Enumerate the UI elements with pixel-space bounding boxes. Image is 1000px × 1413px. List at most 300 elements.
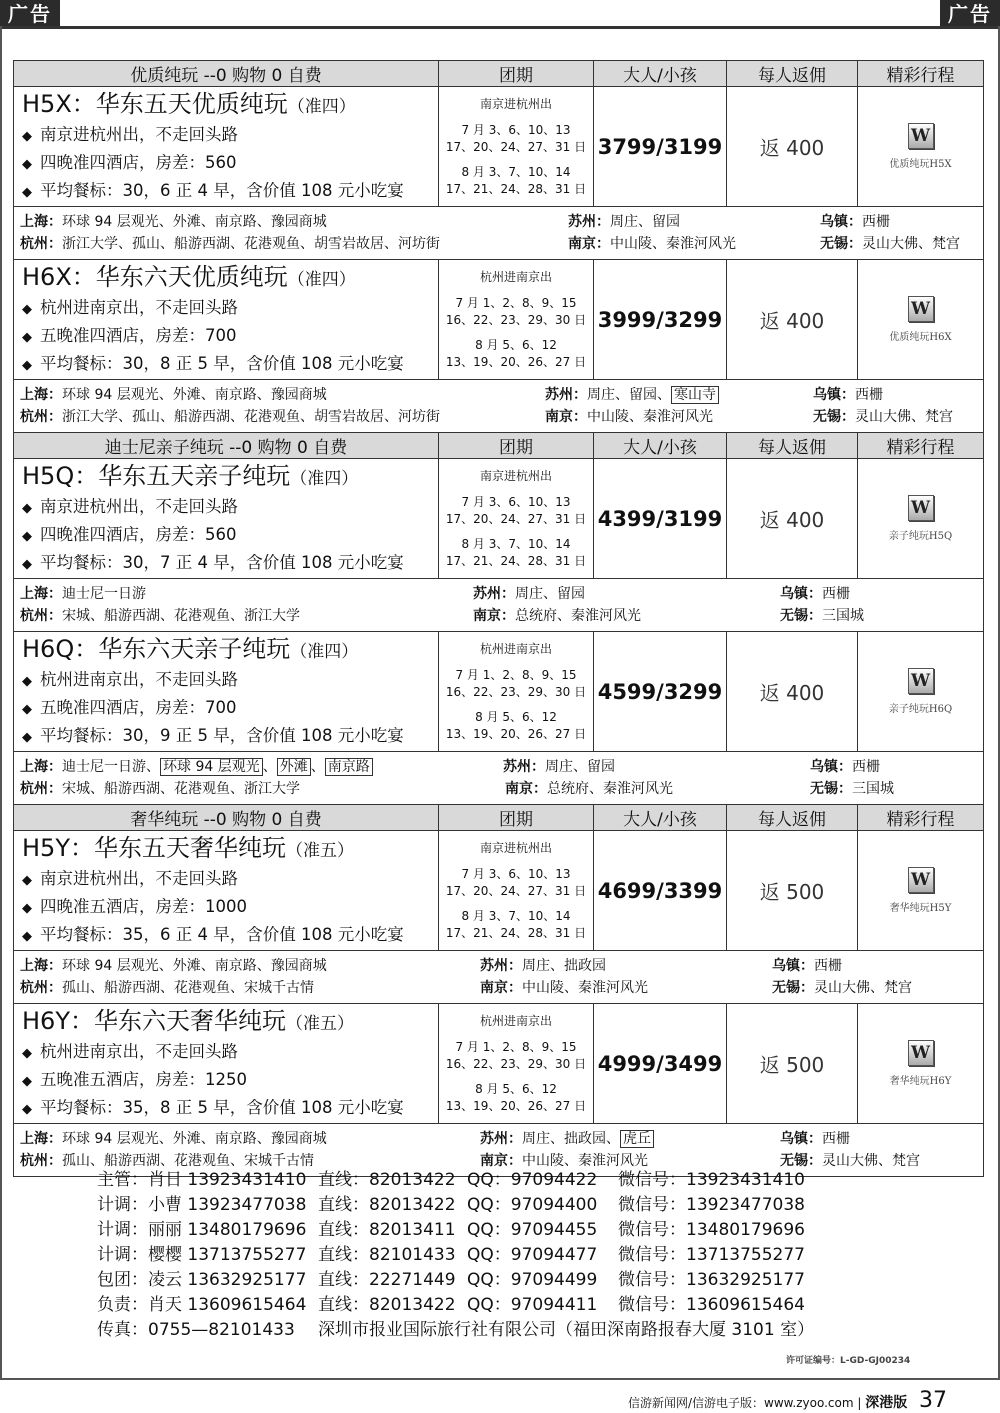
attraction-text: 总统府、秦淮河风光 xyxy=(515,608,641,624)
attraction-text: 周庄、拙政园 xyxy=(522,958,606,974)
july-dates xyxy=(439,122,593,156)
attraction-text: 宋城、船游西湖、花港观鱼、浙江大学 xyxy=(62,781,300,797)
attraction-text: 西栅 xyxy=(822,1131,850,1147)
word-document-icon[interactable]: W xyxy=(908,867,934,893)
city-name: 南京 xyxy=(545,409,573,425)
city-name: 乌镇 xyxy=(780,586,808,602)
city-name: 乌镇 xyxy=(810,759,838,775)
left-rule xyxy=(0,26,2,1380)
feature-text: 南京进杭州出，不走回头路 xyxy=(40,125,238,144)
package-title xyxy=(22,1006,430,1039)
august-dates xyxy=(439,1081,593,1115)
contact-wechat: 微信号：13923477038 xyxy=(618,1195,805,1215)
itinerary-file-label: 亲子纯玩H5Q xyxy=(888,531,953,542)
itinerary-link[interactable] xyxy=(858,632,984,752)
itinerary-link[interactable] xyxy=(858,1004,984,1124)
attractions-line xyxy=(20,384,977,406)
attractions-cell xyxy=(14,752,984,805)
contact-line: 直线：82013422 xyxy=(318,1170,456,1190)
city-name: 杭州 xyxy=(20,608,48,624)
city-colon: ： xyxy=(808,608,822,624)
feature-bullet xyxy=(22,866,430,894)
ad-label-right: 广告 xyxy=(940,0,1000,28)
city-name: 无锡 xyxy=(780,608,808,624)
date-line: 17、20、24、27、31 日 xyxy=(445,511,587,526)
contact-qq: QQ：97094477 xyxy=(467,1245,598,1265)
feature-bullet xyxy=(22,667,430,695)
city-name: 杭州 xyxy=(20,980,48,996)
route-direction: 南京进杭州出 xyxy=(479,840,552,855)
city-colon: ： xyxy=(48,1131,62,1147)
city-attractions xyxy=(505,778,673,800)
attraction-text: 孤山、船游西湖、花港观鱼、宋城千古情 xyxy=(62,1153,314,1169)
package-title xyxy=(22,461,430,494)
departure-dates xyxy=(439,831,594,951)
contact-line: 直线：82013422 xyxy=(318,1295,456,1315)
contact-role: 计调：小曹 13923477038 xyxy=(97,1195,307,1215)
city-colon: ： xyxy=(808,1131,822,1147)
city-colon: ： xyxy=(508,958,522,974)
bottom-rule xyxy=(0,1378,1000,1380)
package-summary xyxy=(14,260,439,380)
date-line: 17、20、24、27、31 日 xyxy=(445,883,587,898)
city-name: 南京 xyxy=(473,608,501,624)
contact-row xyxy=(97,1168,897,1193)
attractions-line xyxy=(20,1128,977,1150)
column-header: 大人/小孩 xyxy=(594,805,727,831)
city-colon: ： xyxy=(533,781,547,797)
price-adult-child: 4599/3299 xyxy=(594,632,727,752)
city-attractions xyxy=(480,955,606,977)
contact-wechat: 微信号：13480179696 xyxy=(618,1220,805,1240)
highlighted-attraction: 环球 94 层观光 xyxy=(160,758,263,776)
attractions-line xyxy=(20,756,977,778)
city-colon: ： xyxy=(48,236,62,252)
august-dates xyxy=(439,164,593,198)
city-attractions xyxy=(20,211,327,233)
attractions-line xyxy=(20,955,977,977)
hotel-grade: （准四） xyxy=(287,270,356,290)
city-name: 苏州 xyxy=(568,214,596,230)
city-colon: ： xyxy=(848,214,862,230)
diamond-icon: ◆ xyxy=(22,1074,32,1089)
package-row xyxy=(14,1004,984,1124)
attraction-text: 灵山大佛、梵宫 xyxy=(814,980,912,996)
attraction-text: 中山陵、秦淮河风光 xyxy=(610,236,736,252)
contact-wechat: 微信号：13632925177 xyxy=(618,1270,805,1290)
section-header xyxy=(14,433,984,459)
itinerary-link[interactable] xyxy=(858,459,984,579)
city-name: 杭州 xyxy=(20,1153,48,1169)
diamond-icon: ◆ xyxy=(22,702,32,717)
diamond-icon: ◆ xyxy=(22,873,32,888)
attraction-text: 周庄、留园 xyxy=(515,586,585,602)
feature-text: 平均餐标：35，8 正 5 早，含价值 108 元小吃宴 xyxy=(40,1098,404,1117)
attraction-text: 三国城 xyxy=(822,608,864,624)
city-colon: ： xyxy=(808,1153,822,1169)
attraction-text: 中山陵、秦淮河风光 xyxy=(587,409,713,425)
city-colon: ： xyxy=(508,1153,522,1169)
itinerary-link[interactable] xyxy=(858,87,984,207)
attraction-text: 总统府、秦淮河风光 xyxy=(547,781,673,797)
fax-row xyxy=(97,1318,897,1343)
city-colon: ： xyxy=(838,781,852,797)
feature-bullet xyxy=(22,695,430,723)
route-direction: 南京进杭州出 xyxy=(479,96,552,111)
itinerary-link[interactable] xyxy=(858,831,984,951)
contact-row xyxy=(97,1218,897,1243)
feature-bullet xyxy=(22,723,430,751)
fax-number: 传真：0755—82101433 xyxy=(97,1320,295,1340)
contact-role: 计调：樱樱 13713755277 xyxy=(97,1245,307,1265)
diamond-icon: ◆ xyxy=(22,1046,32,1061)
date-line: 17、21、24、28、31 日 xyxy=(445,925,587,940)
contact-qq: QQ：97094400 xyxy=(467,1195,598,1215)
date-line: 16、22、23、29、30 日 xyxy=(445,312,587,327)
city-name: 无锡 xyxy=(813,409,841,425)
date-line: 8 月 3、7、10、14 xyxy=(461,908,571,923)
package-summary xyxy=(14,459,439,579)
contact-line: 直线：82013422 xyxy=(318,1195,456,1215)
attraction-text: 环球 94 层观光、外滩、南京路、豫园商城 xyxy=(62,387,327,403)
feature-bullet xyxy=(22,323,430,351)
attraction-text: 灵山大佛、梵宫 xyxy=(855,409,953,425)
highlighted-attraction: 寒山寺 xyxy=(671,386,719,404)
attraction-text: 环球 94 层观光、外滩、南京路、豫园商城 xyxy=(62,1131,327,1147)
date-line: 8 月 3、7、10、14 xyxy=(461,164,571,179)
license-number: 许可证编号：L-GD-GJ00234 xyxy=(786,1356,911,1366)
departure-dates xyxy=(439,632,594,752)
city-attractions xyxy=(568,233,736,255)
package-summary xyxy=(14,632,439,752)
package-code: H5Q：华东五天亲子纯玩 xyxy=(22,462,291,490)
date-line: 7 月 1、2、8、9、15 xyxy=(455,1039,577,1054)
attraction-text: 迪士尼一日游 xyxy=(62,586,146,602)
package-row xyxy=(14,831,984,951)
itinerary-file-label: 奢华纯玩H5Y xyxy=(889,903,952,914)
feature-text: 平均餐标：30，6 正 4 早，含价值 108 元小吃宴 xyxy=(40,181,404,200)
diamond-icon: ◆ xyxy=(22,529,32,544)
city-attractions xyxy=(20,406,440,428)
city-attractions xyxy=(545,384,719,406)
contact-role: 主管：肖日 13923431410 xyxy=(97,1170,307,1190)
attraction-text: 环球 94 层观光、外滩、南京路、豫园商城 xyxy=(62,214,327,230)
city-colon: ： xyxy=(48,781,62,797)
route-direction: 南京进杭州出 xyxy=(479,468,552,483)
price-adult-child: 4699/3399 xyxy=(594,831,727,951)
feature-bullet xyxy=(22,178,430,206)
attraction-text: 环球 94 层观光、外滩、南京路、豫园商城 xyxy=(62,958,327,974)
company-address: 深圳市报业国际旅行社有限公司（福田深南路报春大厦 3101 室） xyxy=(318,1320,815,1340)
word-document-icon[interactable]: W xyxy=(908,668,934,694)
word-document-icon[interactable]: W xyxy=(908,123,934,149)
contact-line: 直线：82101433 xyxy=(318,1245,456,1265)
date-line: 17、20、24、27、31 日 xyxy=(445,139,587,154)
itinerary-link[interactable] xyxy=(858,260,984,380)
date-line: 7 月 1、2、8、9、15 xyxy=(455,295,577,310)
ad-label-left: 广告 xyxy=(0,0,60,28)
route-direction: 杭州进南京出 xyxy=(479,641,552,656)
city-attractions xyxy=(772,977,912,999)
top-rule xyxy=(0,26,1000,29)
commission-rebate: 返 400 xyxy=(727,87,858,207)
city-colon: ： xyxy=(48,759,62,775)
package-title xyxy=(22,262,430,295)
city-attractions xyxy=(480,1128,654,1150)
separator: 、 xyxy=(262,759,277,775)
city-name: 乌镇 xyxy=(780,1131,808,1147)
package-summary xyxy=(14,1004,439,1124)
attraction-text: 宋城、船游西湖、花港观鱼、浙江大学 xyxy=(62,608,300,624)
city-name: 无锡 xyxy=(820,236,848,252)
date-line: 7 月 3、6、10、13 xyxy=(461,122,571,137)
attraction-text: 孤山、船游西湖、花港观鱼、宋城千古情 xyxy=(62,980,314,996)
price-adult-child: 4999/3499 xyxy=(594,1004,727,1124)
attraction-text: 周庄、留园、 xyxy=(587,387,671,403)
diamond-icon: ◆ xyxy=(22,730,32,745)
attraction-text: 迪士尼一日游、 xyxy=(62,759,160,775)
column-header: 每人返佣 xyxy=(727,805,858,831)
price-adult-child: 3999/3299 xyxy=(594,260,727,380)
city-colon: ： xyxy=(838,759,852,775)
contact-row xyxy=(97,1268,897,1293)
departure-dates xyxy=(439,87,594,207)
feature-text: 南京进杭州出，不走回头路 xyxy=(40,869,238,888)
feature-bullet xyxy=(22,1039,430,1067)
itinerary-file-label: 优质纯玩H6X xyxy=(889,332,952,343)
feature-bullet xyxy=(22,295,430,323)
city-attractions xyxy=(813,384,883,406)
feature-bullet xyxy=(22,922,430,950)
city-attractions xyxy=(20,583,146,605)
package-code: H5Y：华东五天奢华纯玩 xyxy=(22,834,286,862)
price-adult-child: 3799/3199 xyxy=(594,87,727,207)
attraction-text: 西栅 xyxy=(855,387,883,403)
hotel-grade: （准四） xyxy=(287,97,356,117)
feature-text: 四晚准四酒店，房差：560 xyxy=(40,153,237,172)
attraction-text: 周庄、留园 xyxy=(610,214,680,230)
package-title xyxy=(22,634,430,667)
attractions-row xyxy=(14,579,984,632)
column-header: 精彩行程 xyxy=(858,805,984,831)
diamond-icon: ◆ xyxy=(22,129,32,144)
city-colon: ： xyxy=(596,236,610,252)
city-colon: ： xyxy=(596,214,610,230)
word-document-icon[interactable]: W xyxy=(908,495,934,521)
word-document-icon[interactable]: W xyxy=(908,1040,934,1066)
contact-role: 计调：丽丽 13480179696 xyxy=(97,1220,307,1240)
contact-role: 负责：肖天 13609615464 xyxy=(97,1295,307,1315)
city-attractions xyxy=(20,384,327,406)
contact-role: 包团：凌云 13632925177 xyxy=(97,1270,307,1290)
attractions-cell xyxy=(14,951,984,1004)
city-attractions xyxy=(20,605,300,627)
contact-qq: QQ：97094422 xyxy=(467,1170,598,1190)
contact-row xyxy=(97,1193,897,1218)
city-name: 南京 xyxy=(480,980,508,996)
city-attractions xyxy=(568,211,680,233)
city-name: 无锡 xyxy=(772,980,800,996)
feature-text: 平均餐标：35，6 正 4 早，含价值 108 元小吃宴 xyxy=(40,925,404,944)
attractions-line xyxy=(20,406,977,428)
city-colon: ： xyxy=(48,387,62,403)
diamond-icon: ◆ xyxy=(22,157,32,172)
august-dates xyxy=(439,908,593,942)
word-document-icon[interactable]: W xyxy=(908,296,934,322)
city-attractions xyxy=(820,233,960,255)
tours-table xyxy=(13,60,984,1177)
tour-table xyxy=(13,60,983,1177)
july-dates xyxy=(439,866,593,900)
feature-text: 平均餐标：30，9 正 5 早，含价值 108 元小吃宴 xyxy=(40,726,404,745)
attraction-text: 灵山大佛、梵宫 xyxy=(822,1153,920,1169)
city-name: 南京 xyxy=(505,781,533,797)
city-attractions xyxy=(810,778,894,800)
date-line: 13、19、20、26、27 日 xyxy=(445,726,587,741)
attraction-text: 浙江大学、孤山、船游西湖、花港观鱼、胡雪岩故居、河坊街 xyxy=(62,409,440,425)
column-header: 每人返佣 xyxy=(727,433,858,459)
city-name: 杭州 xyxy=(20,409,48,425)
feature-text: 平均餐标：30，7 正 4 早，含价值 108 元小吃宴 xyxy=(40,553,404,572)
feature-bullet xyxy=(22,150,430,178)
august-dates xyxy=(439,337,593,371)
date-line: 8 月 5、6、12 xyxy=(475,709,557,724)
itinerary-file-label: 优质纯玩H5X xyxy=(889,159,952,170)
city-attractions xyxy=(780,605,864,627)
contact-wechat: 微信号：13609615464 xyxy=(618,1295,805,1315)
city-name: 无锡 xyxy=(780,1153,808,1169)
price-adult-child: 4399/3199 xyxy=(594,459,727,579)
city-name: 上海 xyxy=(20,958,48,974)
column-header: 大人/小孩 xyxy=(594,61,727,87)
commission-rebate: 返 400 xyxy=(727,260,858,380)
feature-bullet xyxy=(22,522,430,550)
city-name: 苏州 xyxy=(503,759,531,775)
attraction-text: 浙江大学、孤山、船游西湖、花港观鱼、胡雪岩故居、河坊街 xyxy=(62,236,440,252)
attraction-text: 西栅 xyxy=(862,214,890,230)
diamond-icon: ◆ xyxy=(22,557,32,572)
contact-qq: QQ：97094411 xyxy=(467,1295,598,1315)
feature-bullet xyxy=(22,351,430,379)
hotel-grade: （准五） xyxy=(285,841,354,861)
departure-dates xyxy=(439,1004,594,1124)
column-header: 每人返佣 xyxy=(727,61,858,87)
diamond-icon: ◆ xyxy=(22,302,32,317)
footer-site: 信游新闻网/信游电子版：www.zyoo.com xyxy=(628,1396,854,1410)
section-header xyxy=(14,61,984,87)
city-name: 杭州 xyxy=(20,236,48,252)
attractions-cell xyxy=(14,380,984,433)
diamond-icon: ◆ xyxy=(22,901,32,916)
commission-rebate: 返 500 xyxy=(727,1004,858,1124)
attraction-text: 西栅 xyxy=(852,759,880,775)
package-code: H6Q：华东六天亲子纯玩 xyxy=(22,635,291,663)
package-row xyxy=(14,459,984,579)
city-colon: ： xyxy=(808,586,822,602)
attraction-text: 中山陵、秦淮河风光 xyxy=(522,980,648,996)
feature-text: 杭州进南京出，不走回头路 xyxy=(40,298,238,317)
feature-bullet xyxy=(22,122,430,150)
attraction-text: 中山陵、秦淮河风光 xyxy=(522,1153,648,1169)
diamond-icon: ◆ xyxy=(22,929,32,944)
section-title: 迪士尼亲子纯玩 --0 购物 0 自费 xyxy=(14,433,439,459)
feature-bullet xyxy=(22,550,430,578)
contact-list xyxy=(97,1168,897,1343)
column-header: 精彩行程 xyxy=(858,433,984,459)
city-attractions xyxy=(772,955,842,977)
city-colon: ： xyxy=(48,409,62,425)
attraction-text: 三国城 xyxy=(852,781,894,797)
column-header: 团期 xyxy=(439,433,594,459)
attraction-text: 周庄、留园 xyxy=(545,759,615,775)
july-dates xyxy=(439,295,593,329)
highlighted-attraction: 外滩 xyxy=(277,758,311,776)
city-name: 苏州 xyxy=(473,586,501,602)
city-colon: ： xyxy=(48,586,62,602)
commission-rebate: 返 400 xyxy=(727,632,858,752)
attraction-text: 灵山大佛、梵宫 xyxy=(862,236,960,252)
contact-row xyxy=(97,1243,897,1268)
package-summary xyxy=(14,87,439,207)
city-attractions xyxy=(780,1128,850,1150)
city-name: 上海 xyxy=(20,586,48,602)
date-line: 16、22、23、29、30 日 xyxy=(445,1056,587,1071)
date-line: 16、22、23、29、30 日 xyxy=(445,684,587,699)
city-colon: ： xyxy=(531,759,545,775)
city-colon: ： xyxy=(508,980,522,996)
city-colon: ： xyxy=(573,387,587,403)
column-header: 团期 xyxy=(439,805,594,831)
city-attractions xyxy=(780,583,850,605)
city-attractions xyxy=(20,977,314,999)
contact-line: 直线：22271449 xyxy=(318,1270,456,1290)
highlighted-attraction: 南京路 xyxy=(325,758,373,776)
diamond-icon: ◆ xyxy=(22,501,32,516)
city-colon: ： xyxy=(508,1131,522,1147)
departure-dates xyxy=(439,260,594,380)
feature-bullet xyxy=(22,494,430,522)
date-line: 7 月 3、6、10、13 xyxy=(461,866,571,881)
route-direction: 杭州进南京出 xyxy=(479,269,552,284)
july-dates xyxy=(439,667,593,701)
city-colon: ： xyxy=(800,980,814,996)
city-attractions xyxy=(20,778,300,800)
august-dates xyxy=(439,709,593,743)
contact-wechat: 微信号：13713755277 xyxy=(618,1245,805,1265)
city-colon: ： xyxy=(48,608,62,624)
feature-text: 杭州进南京出，不走回头路 xyxy=(40,670,238,689)
departure-dates xyxy=(439,459,594,579)
footer-edition: 深港版 xyxy=(865,1395,908,1411)
attractions-row xyxy=(14,207,984,260)
attractions-cell xyxy=(14,207,984,260)
attractions-line xyxy=(20,211,977,233)
hotel-grade: （准四） xyxy=(290,469,359,489)
package-title xyxy=(22,89,430,122)
diamond-icon: ◆ xyxy=(22,674,32,689)
package-summary xyxy=(14,831,439,951)
city-colon: ： xyxy=(48,958,62,974)
city-attractions xyxy=(545,406,713,428)
attraction-text: 西栅 xyxy=(814,958,842,974)
city-name: 乌镇 xyxy=(772,958,800,974)
diamond-icon: ◆ xyxy=(22,358,32,373)
date-line: 7 月 1、2、8、9、15 xyxy=(455,667,577,682)
city-attractions xyxy=(20,756,373,778)
city-name: 上海 xyxy=(20,214,48,230)
feature-text: 四晚准五酒店，房差：1000 xyxy=(40,897,247,916)
july-dates xyxy=(439,494,593,528)
